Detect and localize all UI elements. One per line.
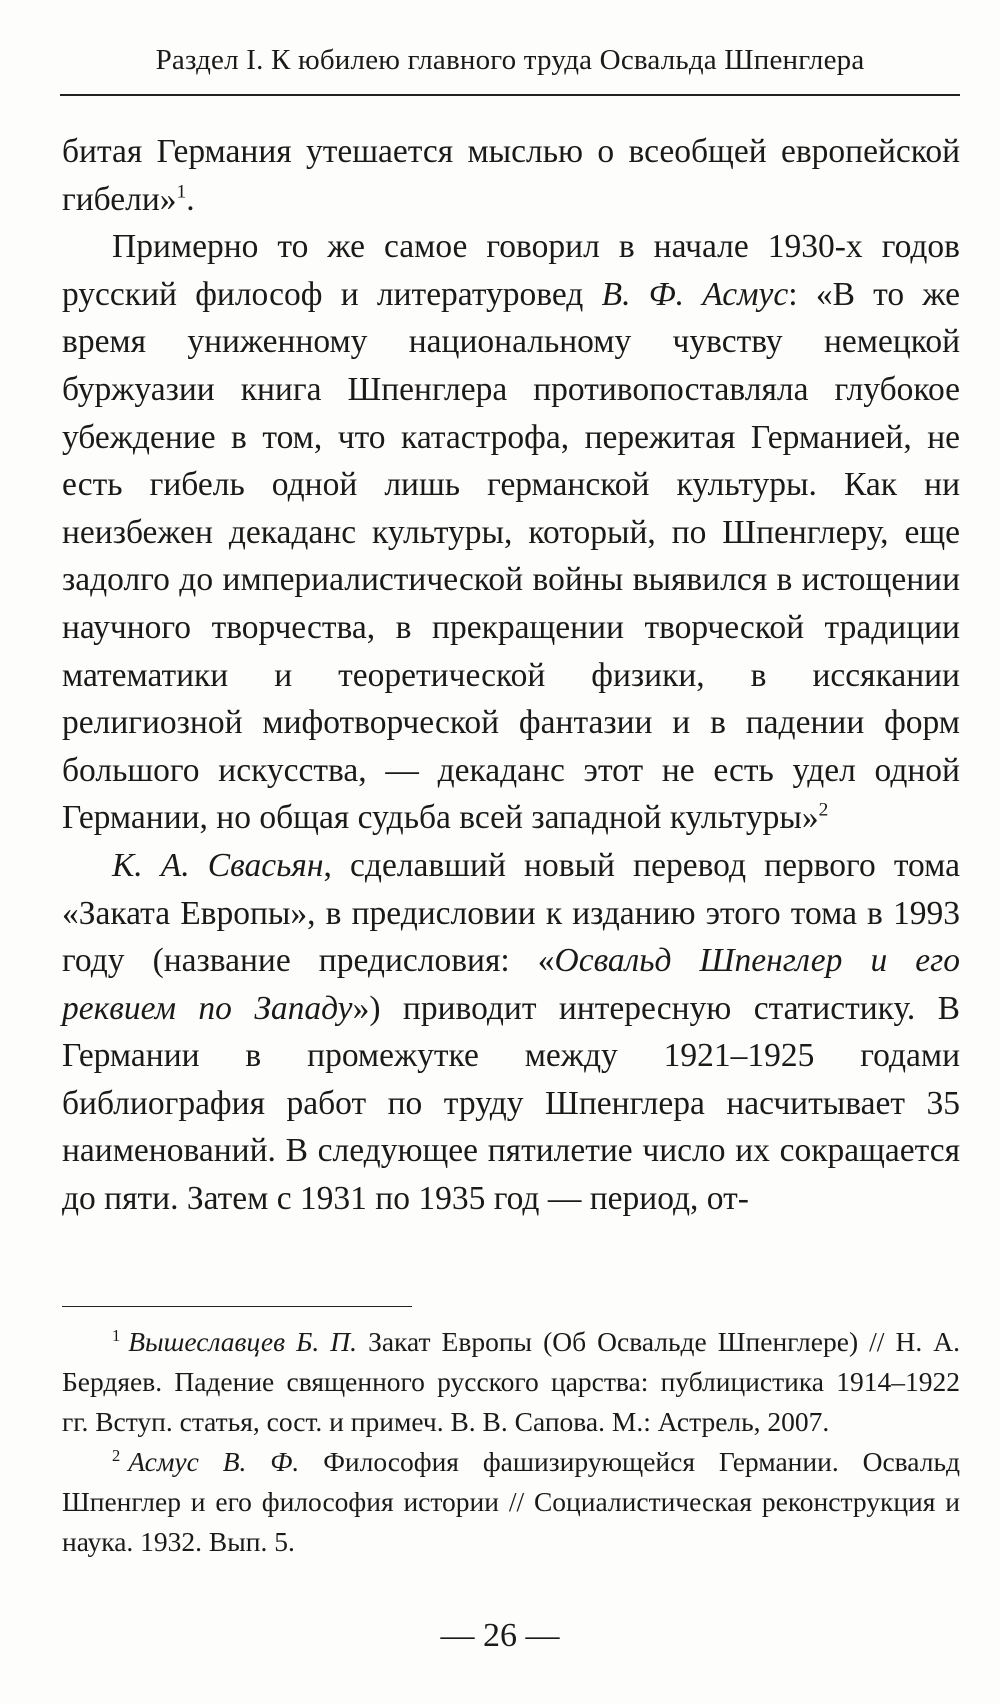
paragraph-3-text-b: ») приводит интересную статистику. В Германии в промежутке между 1921–1925 годами библиография работ по труду Шпенглера насчитывает 35 наименований. В следующее пятилетие число их сокращается до пяти. Затем с 1931 по 1935 год — период, от- (62, 989, 960, 1218)
paragraph-1 (62, 128, 960, 223)
header-rule (60, 94, 960, 96)
footnote-2 (62, 1442, 960, 1562)
author-svasyan: К. А. Свасьян (112, 846, 324, 884)
paragraph-1-text: битая Германия утешается мыслью о всеобщей европейской гибели» (62, 133, 960, 218)
footnote-1-author: Вышеславцев Б. П. (128, 1326, 358, 1357)
footnote-1 (62, 1322, 960, 1442)
paragraph-2-text: : «В то же время униженному национальному чувству немецкой буржуазии книга Шпенглера противопоставляла глубокое убеждение в том, что катастрофа, пережитая Германией, не есть гибель одной лишь германской культуры. Как ни неизбежен декаданс культуры, который, по Шпенглеру, еще задолго до империалистической войны выявился в истощении научного творчества, в прекращении творческой традиции математики и теоретической физики, в иссякании религиозной мифотворческой фантазии и в падении форм большого искусства, — декаданс этот не есть удел одной Германии, но общая судьба всей западной культуры» (62, 275, 960, 837)
footnote-2-text: Философия фашизирующейся Германии. Освальд Шпенглер и его философия истории // Социалистическая реконструкция и наука. 1932. Вып. 5. (62, 1446, 960, 1557)
preface-title: Освальд Шпенглер и его реквием по Западу (62, 942, 960, 1027)
paragraph-1-tail: . (186, 180, 195, 218)
footnote-2-mark: 2 (112, 1446, 121, 1466)
author-asmus: В. Ф. Асмус (601, 275, 789, 313)
page-number: — 26 — (440, 1617, 560, 1654)
running-head: Раздел I. К юбилею главного труда Освальда Шпенглера (155, 44, 865, 76)
footnotes (62, 1322, 960, 1562)
main-text (62, 128, 960, 1223)
footnote-rule (62, 1306, 412, 1307)
footnote-1-text: Закат Европы (Об Освальде Шпенглере) // Н. А. Бердяев. Падение священного русского царства: публицистика 1914–1922 гг. Вступ. статья, сост. и примеч. В. В. Сапова. М.: Астрель, 2007. (62, 1326, 961, 1437)
footnote-1-mark: 1 (112, 1326, 121, 1346)
note-ref-2[interactable]: 2 (818, 799, 829, 821)
paragraph-3-text-a: , сделавший новый перевод первого тома «Заката Европы», в предисловии к изданию этого тома в 1993 году (название предисловия: « (62, 846, 961, 980)
paragraph-2-lead: Примерно то же самое говорил в начале 1930-х годов русский философ и литературовед (62, 228, 960, 313)
note-ref-1[interactable]: 1 (176, 180, 187, 202)
paragraph-3 (62, 842, 960, 1223)
footnote-2-author: Асмус В. Ф. (128, 1446, 300, 1477)
paragraph-2 (62, 223, 960, 842)
